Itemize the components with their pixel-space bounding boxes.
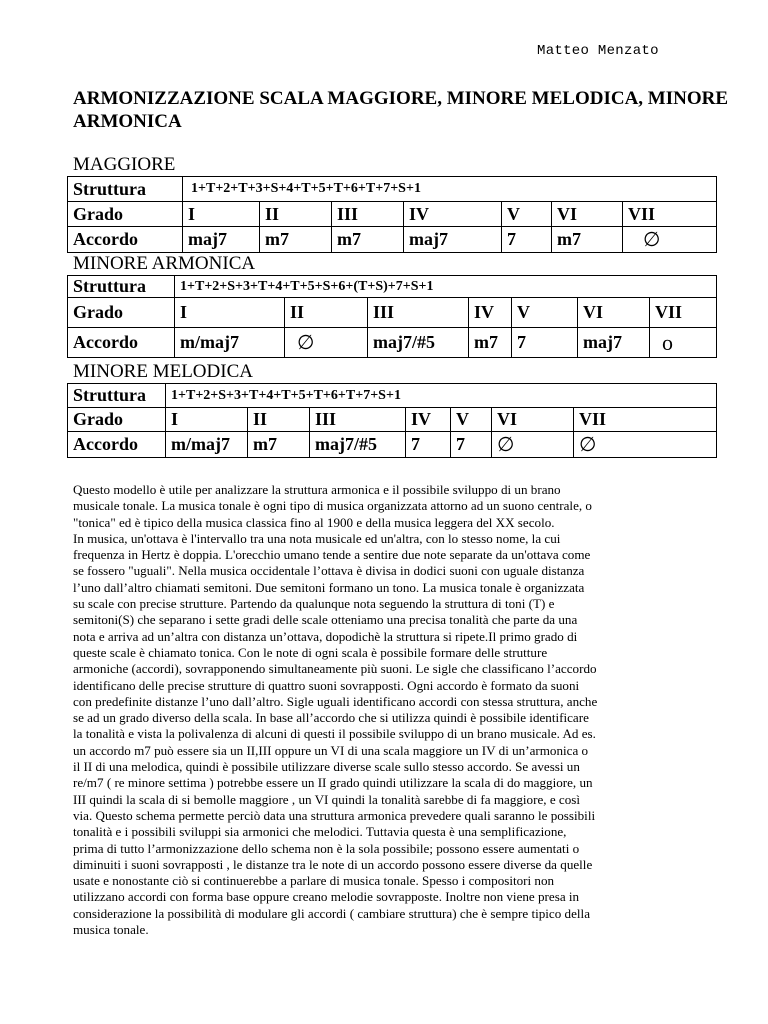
row-label-chord: Accordo (68, 328, 175, 358)
degree-cell: VI (492, 408, 574, 432)
body-line: considerazione la possibilità di modulare gli accordi ( cambiare struttura) che è sempre tipico della (73, 905, 591, 921)
section-heading-minore-melodica: MINORE MELODICA (73, 361, 253, 382)
body-line: usate e nonostante ciò si continuerebbe a parlare di musica tonale. Spesso i compositori non (73, 873, 555, 889)
body-line: prima di tutto l’armonizzazione dello schema non è la sola possibile; possono essere aumentati o (73, 840, 580, 856)
body-line: la tonalità e vista la polivalenza di alcuni di questi il possibile sviluppo di un brano musicale. Ad es. (73, 726, 596, 742)
degree-cell: VII (650, 298, 717, 328)
chord-cell: m/maj7 (166, 432, 248, 458)
degree-cell: IV (406, 408, 451, 432)
body-line: su scale con precise strutture. Partendo da qualunque nota seguendo la struttura di toni (T) e (73, 596, 555, 612)
body-line: re/m7 ( re minore settima ) potrebbe essere un II grado quindi utilizzare la scala di do maggiore, un (73, 775, 593, 791)
chord-cell: 7 (502, 227, 552, 253)
body-line: Questo modello è utile per analizzare la struttura armonica e il possibile sviluppo di un brano (73, 482, 561, 497)
row-label-chord: Accordo (68, 227, 183, 253)
degree-cell: IV (469, 298, 512, 328)
body-line: l’uno dall’altro chiamati semitoni. Due semitoni formano un tono. La musica tonale è organizzata (73, 579, 585, 595)
degree-cell: VII (623, 202, 717, 227)
chord-cell: maj7 (183, 227, 260, 253)
structure-formula: 1+T+2+S+3+T+4+T+5+T+6+T+7+S+1 (166, 384, 717, 408)
structure-formula: 1+T+2+T+3+S+4+T+5+T+6+T+7+S+1 (183, 177, 717, 202)
degree-cell: II (285, 298, 368, 328)
body-line: se ad un grado diverso della scala. In base all’accordo che si utilizza quindi è possibile identificare (73, 710, 589, 726)
author-name: Matteo Menzato (537, 43, 659, 59)
degree-cell: II (248, 408, 310, 432)
body-line: il II di una melodica, quindi è possibile utilizzare diverse scale sullo stesso accordo. Se avessi un (73, 759, 580, 775)
body-line: musicale tonale. La musica tonale è ogni tipo di musica organizzata attorno ad un suono centrale, o (73, 498, 592, 514)
chord-cell: 7 (451, 432, 492, 458)
structure-formula: 1+T+2+S+3+T+4+T+5+S+6+(T+S)+7+S+1 (175, 276, 717, 298)
row-label-degree: Grado (68, 298, 175, 328)
chord-cell: maj7/#5 (310, 432, 406, 458)
chord-cell: m7 (469, 328, 512, 358)
chord-cell: maj7 (404, 227, 502, 253)
table-maggiore (67, 176, 717, 253)
table-minore-melodica (67, 383, 717, 458)
chord-cell: 7 (406, 432, 451, 458)
chord-cell: m7 (552, 227, 623, 253)
half-diminished-symbol: ∅ (623, 227, 717, 253)
degree-cell: IV (404, 202, 502, 227)
row-label-degree: Grado (68, 202, 183, 227)
section-heading-maggiore: MAGGIORE (73, 154, 176, 175)
degree-cell: VI (578, 298, 650, 328)
body-line: semitoni(S) che separano i sette gradi delle scale otteniamo una precisa tonalità che parte da una (73, 612, 578, 628)
degree-cell: V (512, 298, 578, 328)
body-paragraph (73, 482, 713, 938)
document-title: ARMONIZZAZIONE SCALA MAGGIORE, MINORE MELODICA, MINORE ARMONICA (73, 88, 729, 132)
chord-cell: m7 (260, 227, 332, 253)
row-label-structure: Struttura (68, 276, 175, 298)
degree-cell: III (310, 408, 406, 432)
degree-cell: III (368, 298, 469, 328)
body-line: se fossero "uguali". Nella musica occidentale l’ottava è divisa in dodici suoni con uguale distanza (73, 563, 585, 579)
degree-cell: I (166, 408, 248, 432)
row-label-structure: Struttura (68, 384, 166, 408)
body-line: In musica, un'ottava è l'intervallo tra una nota musicale ed un'altra, con lo stesso nome, la cui (73, 530, 561, 546)
body-line: frequenza in Hertz è doppia. L'orecchio umano tende a sentire due note separate da un'ottava come (73, 547, 591, 563)
body-line: III quindi la scala di si bemolle maggiore , un VI quindi la tonalità sarebbe di fa maggiore, e così (73, 791, 580, 807)
degree-cell: I (183, 202, 260, 227)
body-line: un accordo m7 può essere sia un II,III oppure un VI di una scala maggiore un IV di un’armonica o (73, 742, 589, 758)
chord-cell: m7 (332, 227, 404, 253)
degree-cell: V (502, 202, 552, 227)
chord-cell: maj7/#5 (368, 328, 469, 358)
row-label-structure: Struttura (68, 177, 183, 202)
degree-cell: VI (552, 202, 623, 227)
body-line: utilizzano accordi con forma base oppure creano melodie sovrapposte. Inoltre non viene presa in (73, 889, 580, 905)
section-heading-minore-armonica: MINORE ARMONICA (73, 253, 256, 274)
body-line: con predefinite distanze l’uno dall’altro. Sigle uguali identificano accordi con stessa struttura, anche (73, 693, 598, 709)
body-line: armoniche (accordi), sovrapponendo simultaneamente più suoni. Le sigle che classificano l’accordo (73, 661, 597, 677)
chord-cell: maj7 (578, 328, 650, 358)
body-line: identificano delle precise strutture di quattro suoni sovrapposti. Ogni accordo è formato da suoni (73, 677, 580, 693)
half-diminished-symbol: ∅ (574, 432, 717, 458)
chord-cell: m/maj7 (175, 328, 285, 358)
half-diminished-symbol: ∅ (285, 328, 368, 358)
chord-cell: 7 (512, 328, 578, 358)
body-line: diminuiti i suoni sovrapposti , le distanze tra le note di un accordo possono essere diverse da quelle (73, 856, 593, 872)
body-line: queste scale è chiamato tonica. Con le note di ogni scala è possibile formare delle strutture (73, 644, 548, 660)
degree-cell: I (175, 298, 285, 328)
degree-cell: II (260, 202, 332, 227)
body-line: "tonica" ed è tipico della musica classica fino al 1900 e della musica leggera del XX secolo. (73, 514, 555, 530)
degree-cell: III (332, 202, 404, 227)
diminished-symbol: o (650, 328, 717, 358)
degree-cell: VII (574, 408, 717, 432)
half-diminished-symbol: ∅ (492, 432, 574, 458)
table-minore-armonica (67, 275, 717, 358)
degree-cell: V (451, 408, 492, 432)
row-label-degree: Grado (68, 408, 166, 432)
row-label-chord: Accordo (68, 432, 166, 458)
chord-cell: m7 (248, 432, 310, 458)
body-line: tonalità e i possibili sviluppi sia armonici che melodici. Tuttavia questa è una semplificazione, (73, 824, 567, 840)
body-line: musica tonale. (73, 922, 149, 938)
body-line: nota e arriva ad un’altra con distanza un’ottava, dopodichè la struttura si ripete.Il primo grado di (73, 628, 578, 644)
body-line: via. Questo schema permette perciò data una struttura armonica prevedere quali saranno le possibili (73, 807, 596, 823)
